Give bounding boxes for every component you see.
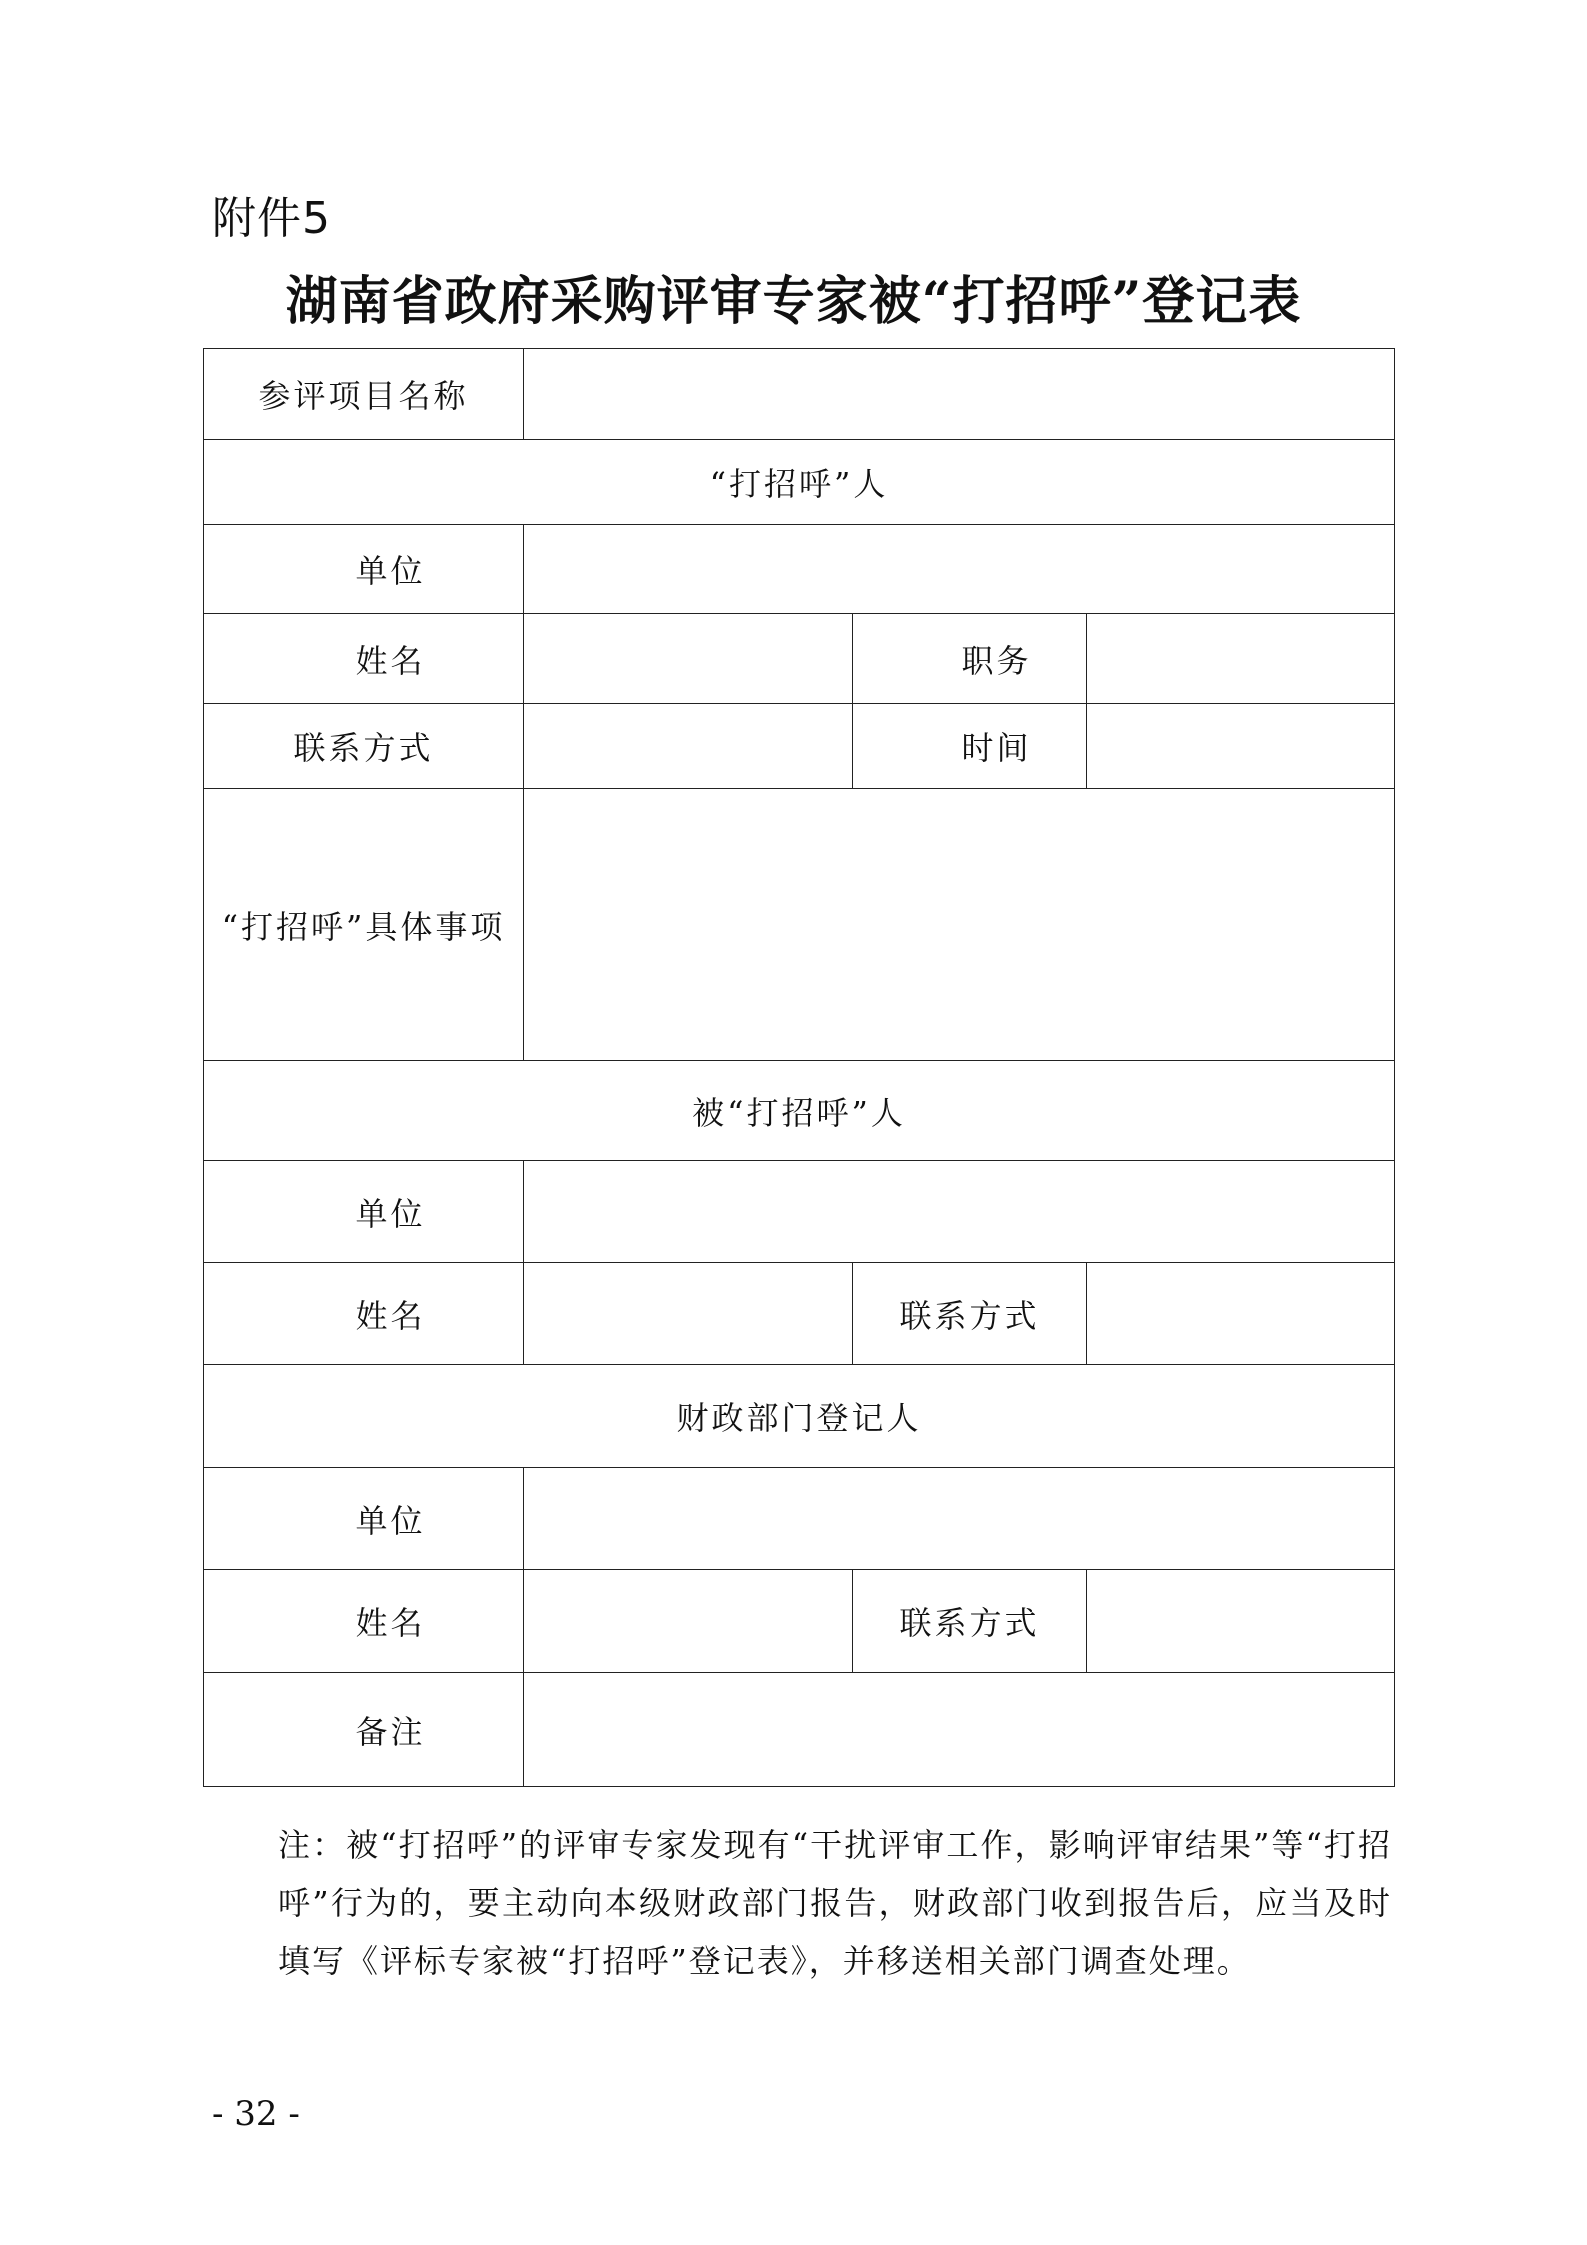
greeted-contact-field[interactable] [1087,1263,1395,1365]
row-greeter-contact [204,704,1395,789]
greeted-name-field[interactable] [524,1263,853,1365]
project-name-label: 参评项目名称 [204,349,524,440]
registrar-unit-field[interactable] [524,1468,1395,1570]
greeter-contact-label: 联系方式 [204,704,524,789]
registrar-contact-field[interactable] [1087,1570,1395,1673]
registrar-name-label: 姓名 [204,1570,524,1673]
document-title: 湖南省政府采购评审专家被“打招呼”登记表 [285,271,1302,332]
greeter-section-header: “打招呼”人 [204,440,1395,525]
row-greeted-name [204,1263,1395,1365]
greeted-unit-field[interactable] [524,1161,1395,1263]
greeter-unit-label: 单位 [204,525,524,614]
footnote-text: 注：被“打招呼”的评审专家发现有“干扰评审工作，影响评审结果”等“打招呼”行为的，要主动向本级财政部门报告，财政部门收到报告后，应当及时填写《评标专家被“打招呼”登记表》，并移送相关部门调查处理。 [278,1826,1392,1980]
row-greeted-unit [204,1161,1395,1263]
row-greeted-header [204,1061,1395,1161]
registration-form-table [203,348,1395,1787]
greeted-name-label: 姓名 [204,1263,524,1365]
greeter-time-field[interactable] [1087,704,1395,789]
greeter-matters-label: “打招呼”具体事项 [204,789,524,1061]
greeter-contact-field[interactable] [524,704,853,789]
row-greeter-header [204,440,1395,525]
row-remarks [204,1673,1395,1787]
row-greeter-name [204,614,1395,704]
attachment-label: 附件5 [212,193,331,244]
registrar-contact-label: 联系方式 [853,1570,1087,1673]
greeter-position-field[interactable] [1087,614,1395,704]
registrar-unit-label: 单位 [204,1468,524,1570]
footnote [212,1816,1392,1990]
row-project-name [204,349,1395,440]
row-greeter-unit [204,525,1395,614]
remarks-label: 备注 [204,1673,524,1787]
row-registrar-unit [204,1468,1395,1570]
greeter-unit-field[interactable] [524,525,1395,614]
greeted-section-header: 被“打招呼”人 [204,1061,1395,1161]
row-registrar-name [204,1570,1395,1673]
greeter-time-label: 时间 [853,704,1087,789]
greeter-position-label: 职务 [853,614,1087,704]
row-greeter-matters [204,789,1395,1061]
registrar-section-header: 财政部门登记人 [204,1365,1395,1468]
greeter-matters-field[interactable] [524,789,1395,1061]
greeter-name-label: 姓名 [204,614,524,704]
row-registrar-header [204,1365,1395,1468]
registrar-name-field[interactable] [524,1570,853,1673]
greeter-name-field[interactable] [524,614,853,704]
greeted-unit-label: 单位 [204,1161,524,1263]
greeted-contact-label: 联系方式 [853,1263,1087,1365]
project-name-field[interactable] [524,349,1395,440]
page-number: - 32 - [212,2094,300,2134]
remarks-field[interactable] [524,1673,1395,1787]
